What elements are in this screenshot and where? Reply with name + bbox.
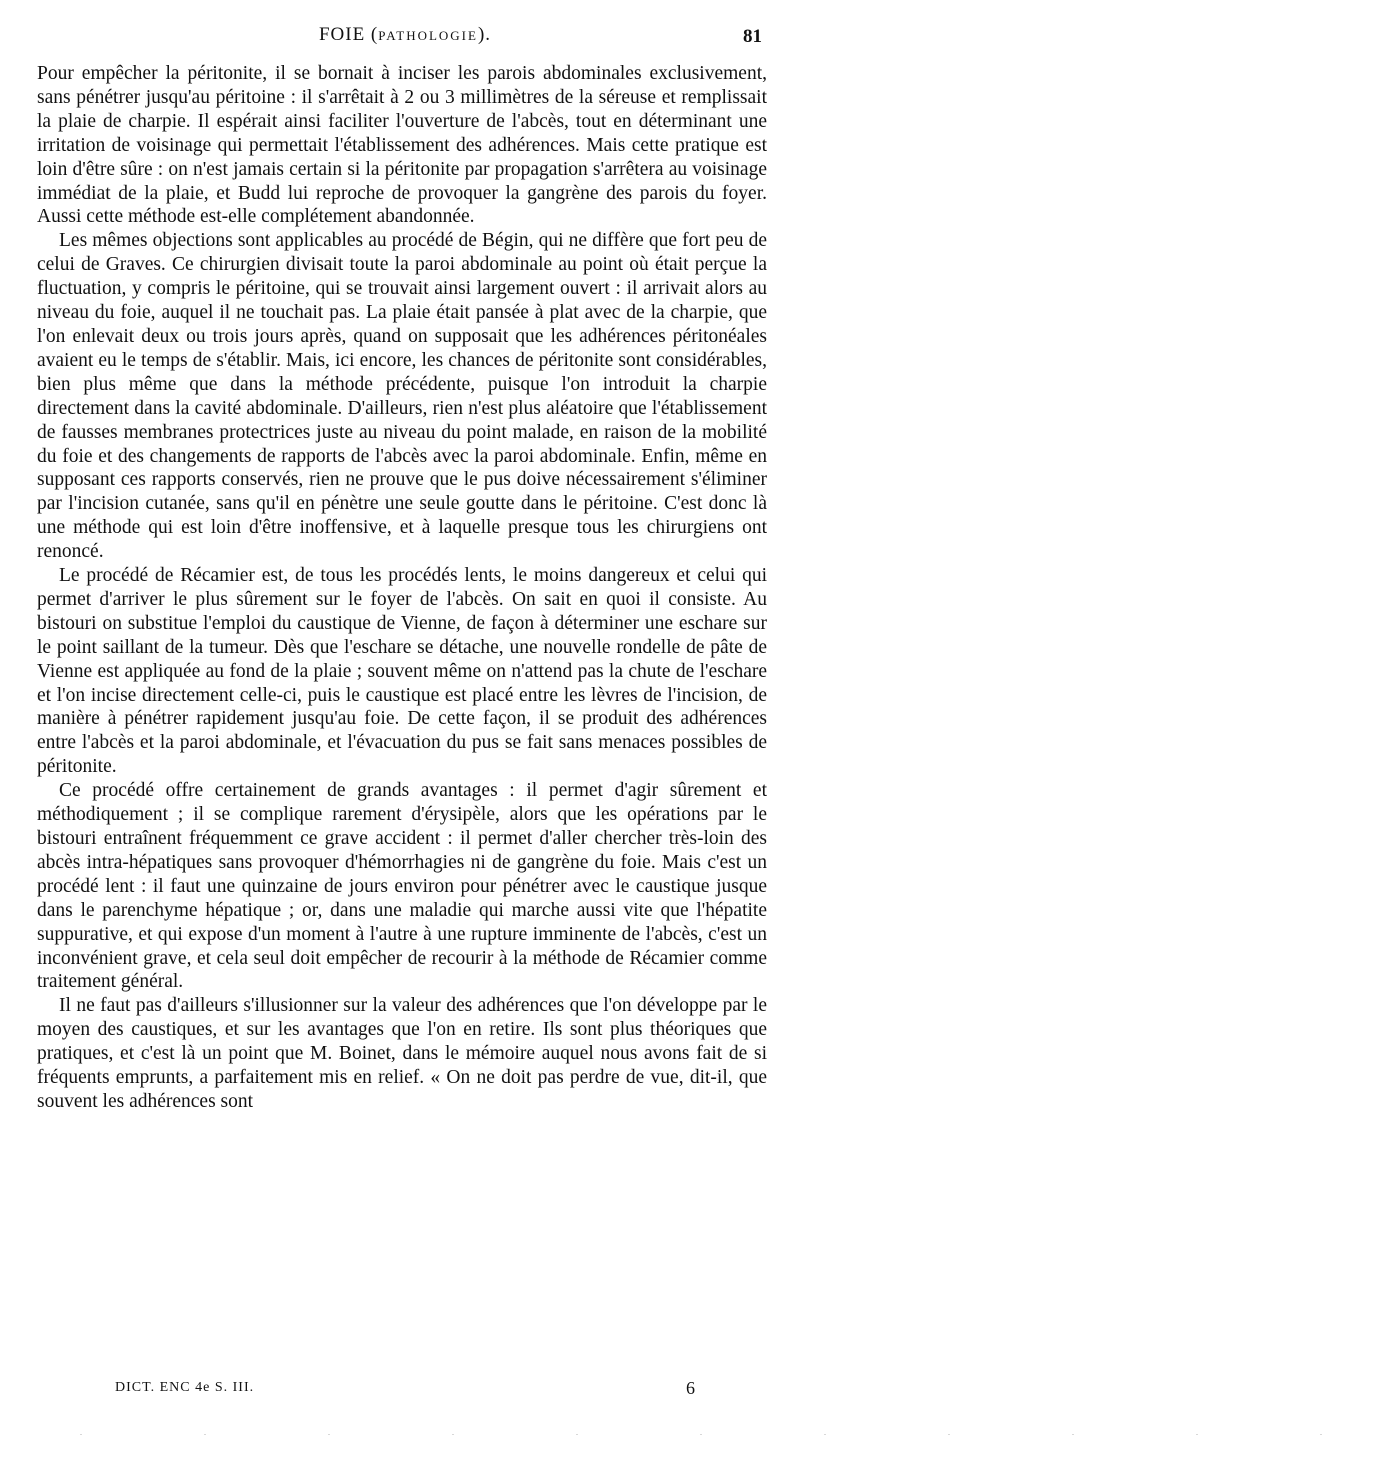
running-title [40, 24, 770, 46]
running-title-main: FOIE ( [318, 24, 379, 45]
printer-signature: DICT. ENC 4e S. III. [115, 1380, 255, 1395]
page-footer [115, 1380, 695, 1404]
paragraph-1: Pour empêcher la péritonite, il se bornait à inciser les parois abdominales exclusivement, sans pénétrer jusqu'au péritoine : il s'arrêtait à 2 ou 3 millimètres de la séreuse et remplissait la plaie de charpie. Il espérait ainsi faciliter l'ouverture de l'abcès, tout en déterminant une irritation de voisinage qui permettait l'établissement des adhérences. Mais cette pratique est loin d'être sûre : on n'est jamais certain si la péritonite par propagation s'arrêtera au voisinage immédiat de la plaie, et Budd lui reproche de provoquer la gangrène des parois du foyer. Aussi cette méthode est-elle complétement abandonnée. [37, 63, 767, 228]
sheet-number: 6 [686, 1378, 695, 1398]
paragraph-3: Le procédé de Récamier est, de tous les procédés lents, le moins dangereux et celui qui permet d'arriver le plus sûrement sur le foyer de l'abcès. On sait en quoi il consiste. Au bistouri on substitue l'emploi du caustique de Vienne, de façon à déterminer une eschare sur le point saillant de la tumeur. Dès que l'eschare se détache, une nouvelle rondelle de pâte de Vienne est appliquée au fond de la plaie ; souvent même on n'attend pas la chute de l'eschare et l'on incise directement celle-ci, puis le caustique est placé entre les lèvres de l'incision, de manière à pénétrer rapidement jusqu'au foie. De cette façon, il se produit des adhérences entre l'abcès et la paroi abdominale, et l'évacuation du pus se fait sans menaces possibles de péritonite. [37, 565, 767, 778]
paragraph-4: Ce procédé offre certainement de grands avantages : il permet d'agir sûrement et méthodiquement ; il se complique rarement d'érysipèle, alors que les opérations par le bistouri entraînent fréquemment ce grave accident : il permet d'aller chercher très-loin des abcès intra-hépatiques sans provoquer d'hémorrhagies ni de gangrène du foie. Mais c'est un procédé lent : il faut une quinzaine de jours environ pour pénétrer avec le caustique jusque dans le parenchyme hépatique ; or, dans une maladie qui marche aussi vite que l'hépatite suppurative, et qui expose d'un moment à l'autre à une rupture imminente de l'abcès, c'est un inconvénient grave, et cela seul doit empêcher de recourir à la méthode de Récamier comme traitement général. [37, 780, 767, 993]
running-title-end: ). [477, 24, 492, 45]
page-number: 81 [743, 26, 762, 47]
bottom-specks: . . . . . . . . . . . [80, 1428, 1382, 1437]
paragraph-2: Les mêmes objections sont applicables au procédé de Bégin, qui ne diffère que fort peu de celui de Graves. Ce chirurgien divisait toute la paroi abdominale au point où était perçue la fluctuation, y compris le péritoine, qui se trouvait ainsi largement ouvert : il arrivait alors au niveau du foie, auquel il ne touchait pas. La plaie était pansée à plat avec de la charpie, que l'on enlevait deux ou trois jours après, quand on supposait que les adhérences péritonéales avaient eu le temps de s'établir. Mais, ici encore, les chances de péritonite sont considérables, bien plus même que dans la méthode précédente, puisque l'on introduit la charpie directement dans la cavité abdominale. D'ailleurs, rien n'est plus aléatoire que l'établissement de fausses membranes protectrices juste au niveau du point malade, en raison de la mobilité du foie et des changements de rapports de l'abcès avec la paroi abdominale. Enfin, même en supposant ces rapports conservés, rien ne prouve que le pus doive nécessairement s'éliminer par l'incision cutanée, sans qu'il en pénètre une seule goutte dans le péritoine. C'est donc là une méthode qui est loin d'être inoffensive, et à laquelle presque tous les chirurgiens ont renoncé. [37, 230, 767, 563]
running-title-subject: PATHOLOGIE [378, 28, 478, 43]
body-text [37, 62, 767, 1114]
running-head [40, 24, 770, 54]
paragraph-5: Il ne faut pas d'ailleurs s'illusionner sur la valeur des adhérences que l'on développe par le moyen des caustiques, et sur les avantages que l'on en retire. Ils sont plus théoriques que pratiques, et c'est là un point que M. Boinet, dans le mémoire auquel nous avons fait de si fréquents emprunts, a parfaitement mis en relief. « On ne doit pas perdre de vue, dit-il, que souvent les adhérences sont [37, 995, 767, 1112]
